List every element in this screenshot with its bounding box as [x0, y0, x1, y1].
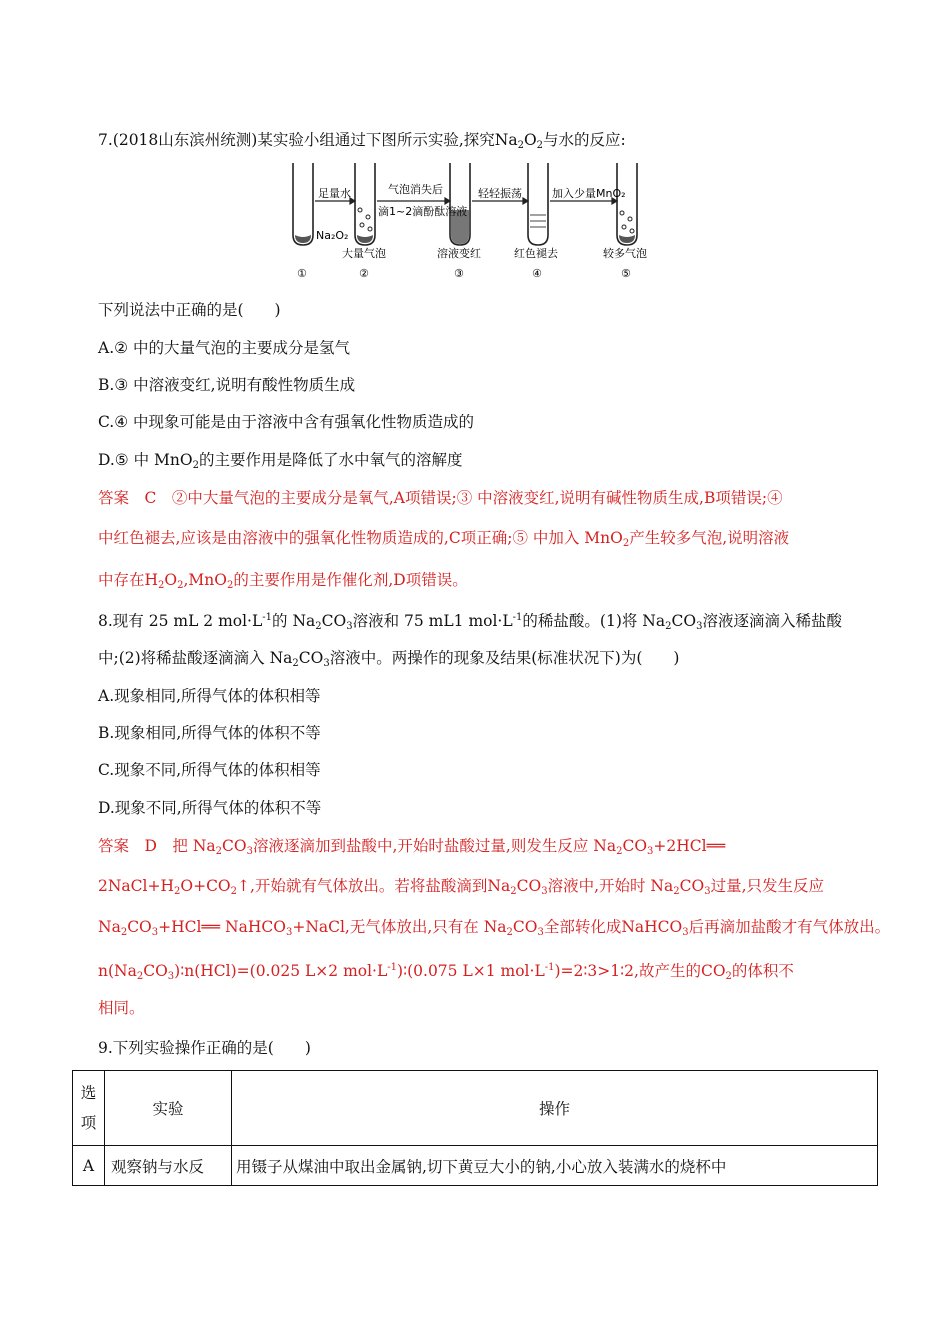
step-label-5: 加入少量MnO₂	[552, 187, 626, 200]
q7-option-a: A.② 中的大量气泡的主要成分是氢气	[98, 339, 350, 357]
reagent-label: Na₂O₂	[316, 229, 349, 242]
tube-label-3: 溶液变红	[437, 247, 481, 260]
tube-number-4: ④	[532, 267, 542, 280]
q7-answer-line-2: 中红色褪去,应该是由溶液中的强氧化性物质造成的,C项正确;⑤ 中加入 MnO$_2$产生较多气泡,说明溶液	[98, 529, 790, 549]
q8-answer-line-3: $Na_2CO_3+HCl══$ NaHCO$_3$+NaCl,无气体放出,只有在 $Na_2CO_3$全部转化成NaHCO$_3$后再滴加盐酸才有气体放出。	[98, 918, 891, 938]
q9-table	[72, 1070, 878, 1186]
q8-stem-line-1: 8.现有 25 mL 2 $mol\cdot L^{-1}$的 $Na_2CO_3$溶液和 75 mL1 $mol\cdot L^{-1}$的稀盐酸。(1)将 $Na_2CO_3$溶液逐滴滴入稀盐酸	[98, 612, 842, 632]
test-tube-1	[293, 163, 313, 245]
table-row	[73, 1146, 878, 1186]
q8-option-c: C.现象不同,所得气体的体积相等	[98, 761, 321, 779]
q8-answer-line-4: $n(Na_2CO_3)∶n(HCl)=(0.025$ L×2 $mol\cdot L^{-1})∶(0.075$ L×1 $mol\cdot L^{-1})=2∶3>1∶2$,故产生的$CO_2$的体积不	[98, 962, 794, 982]
tube-label-4: 红色褪去	[514, 247, 558, 260]
q8-option-b: B.现象相同,所得气体的体积不等	[98, 724, 321, 742]
q8-answer-line-2: $2NaCl+H_2O+CO_2↑$,开始就有气体放出。若将盐酸滴到$Na_2CO_3$溶液中,开始时 $Na_2CO_3$过量,只发生反应	[98, 877, 825, 897]
q8-option-d: D.现象不同,所得气体的体积不等	[98, 799, 322, 817]
tube-label-5: 较多气泡	[603, 247, 647, 260]
cell-operation: 用镊子从煤油中取出金属钠,切下黄豆大小的钠,小心放入装满水的烧杯中	[232, 1146, 878, 1186]
q8-option-a: A.现象相同,所得气体的体积相等	[98, 687, 321, 705]
q7-option-b: B.③ 中溶液变红,说明有酸性物质生成	[98, 376, 356, 394]
experiment-figure	[280, 155, 660, 285]
cell-experiment: 观察钠与水反	[105, 1146, 232, 1186]
step-label-3: 滴1~2滴酚酞溶液	[378, 205, 468, 218]
q8-stem-line-2: 中;(2)将稀盐酸逐滴滴入 $Na_2CO_3$溶液中。两操作的现象及结果(标准状况下)为( )	[98, 649, 680, 669]
tube-number-1: ①	[297, 267, 307, 280]
tube-label-2: 大量气泡	[342, 247, 386, 260]
test-tube-3	[450, 163, 470, 245]
q7-question: 下列说法中正确的是( )	[98, 301, 281, 319]
tube-number-3: ③	[454, 267, 464, 280]
header-option: 选 项	[73, 1071, 105, 1146]
step-label-2: 气泡消失后	[388, 183, 443, 196]
header-experiment: 实验	[105, 1071, 232, 1146]
q7-answer-line-3: 中存在$H_2O_2,MnO_2$的主要作用是作催化剂,D项错误。	[98, 571, 468, 591]
q7-answer-line-1: 答案 C ②中大量气泡的主要成分是氧气,A项错误;③ 中溶液变红,说明有碱性物质生成,B项错误;④	[98, 489, 783, 507]
tube-number-2: ②	[359, 267, 369, 280]
q7-option-c: C.④ 中现象可能是由于溶液中含有强氧化性物质造成的	[98, 413, 475, 431]
tube-number-5: ⑤	[621, 267, 631, 280]
q9-stem: 9.下列实验操作正确的是( )	[98, 1039, 311, 1057]
table-header-row	[73, 1071, 878, 1146]
test-tube-4	[528, 163, 548, 245]
cell-option: A	[73, 1146, 105, 1186]
test-tube-2	[355, 163, 375, 245]
test-tube-5	[617, 163, 637, 245]
q7-stem: 7.(2018山东滨州统测)某实验小组通过下图所示实验,探究$Na_2O_2$与水的反应:	[98, 131, 626, 151]
step-label-1: 足量水	[318, 187, 351, 200]
q8-answer-line-1: 答案 D 把 $Na_2CO_3$溶液逐滴加到盐酸中,开始时盐酸过量,则发生反应 $Na_2CO_3+2HCl══$	[98, 837, 726, 857]
q8-answer-line-5: 相同。	[98, 999, 145, 1017]
step-label-4: 轻轻振荡	[478, 187, 522, 200]
q7-option-d: D.⑤ 中 MnO$_2$的主要作用是降低了水中氧气的溶解度	[98, 451, 463, 471]
header-operation: 操作	[232, 1071, 878, 1146]
